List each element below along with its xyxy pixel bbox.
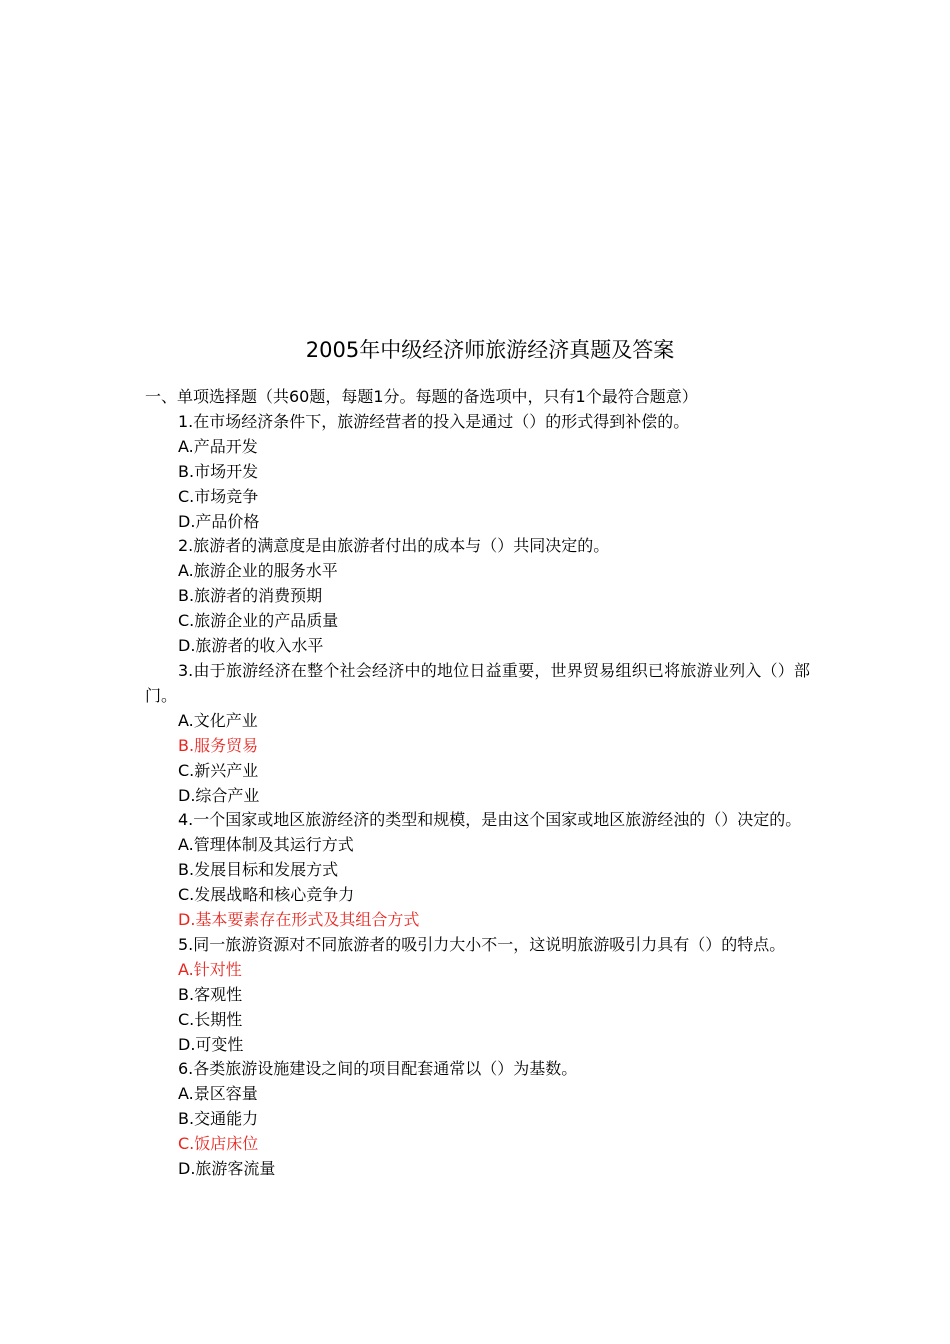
question-1-option-d: D.产品价格 (178, 511, 260, 531)
question-6-option-b: B.交通能力 (178, 1109, 259, 1129)
document-body (145, 385, 810, 1182)
question-5-option-c: C.长期性 (178, 1009, 243, 1029)
question-3-stem: 3.由于旅游经济在整个社会经济中的地位日益重要，世界贸易组织已将旅游业列入（）部门。 (145, 660, 810, 705)
question-5-option-b: B.客观性 (178, 984, 243, 1004)
question-2-option-a: A.旅游企业的服务水平 (178, 561, 338, 581)
question-4-option-a: A.管理体制及其运行方式 (178, 835, 354, 855)
question-4-option-c: C.发展战略和核心竞争力 (178, 885, 355, 905)
question-3-option-c: C.新兴产业 (178, 760, 259, 780)
question-3-option-b-answer: B.服务贸易 (178, 735, 259, 755)
question-4-option-b: B.发展目标和发展方式 (178, 860, 339, 880)
question-6-option-c-answer: C.饭店床位 (178, 1134, 259, 1154)
question-1-stem: 1.在市场经济条件下，旅游经营者的投入是通过（）的形式得到补偿的。 (178, 411, 690, 431)
document-title: 2005年中级经济师旅游经济真题及答案 (305, 338, 675, 362)
question-2-option-d: D.旅游者的收入水平 (178, 636, 324, 656)
question-6-option-a: A.景区容量 (178, 1084, 258, 1104)
question-3-option-a: A.文化产业 (178, 710, 258, 730)
question-1-option-a: A.产品开发 (178, 436, 258, 456)
question-5-stem: 5.同一旅游资源对不同旅游者的吸引力大小不一，这说明旅游吸引力具有（）的特点。 (178, 934, 786, 954)
question-4-option-d-answer: D.基本要素存在形式及其组合方式 (178, 910, 420, 930)
question-1-option-b: B.市场开发 (178, 461, 259, 481)
question-6-option-d: D.旅游客流量 (178, 1159, 276, 1179)
question-2-option-b: B.旅游者的消费预期 (178, 586, 323, 606)
question-2-stem: 2.旅游者的满意度是由旅游者付出的成本与（）共同决定的。 (178, 536, 610, 556)
question-3-option-d: D.综合产业 (178, 785, 260, 805)
question-6-stem: 6.各类旅游设施建设之间的项目配套通常以（）为基数。 (178, 1059, 578, 1079)
question-5-option-a-answer: A.针对性 (178, 959, 242, 979)
question-5-option-d: D.可变性 (178, 1034, 244, 1054)
question-4-stem: 4.一个国家或地区旅游经济的类型和规模，是由这个国家或地区旅游经浊的（）决定的。 (178, 810, 802, 830)
question-2-option-c: C.旅游企业的产品质量 (178, 611, 339, 631)
section-heading: 一、单项选择题（共60题，每题1分。每题的备选项中，只有1个最符合题意） (145, 387, 698, 406)
question-1-option-c: C.市场竞争 (178, 486, 259, 506)
